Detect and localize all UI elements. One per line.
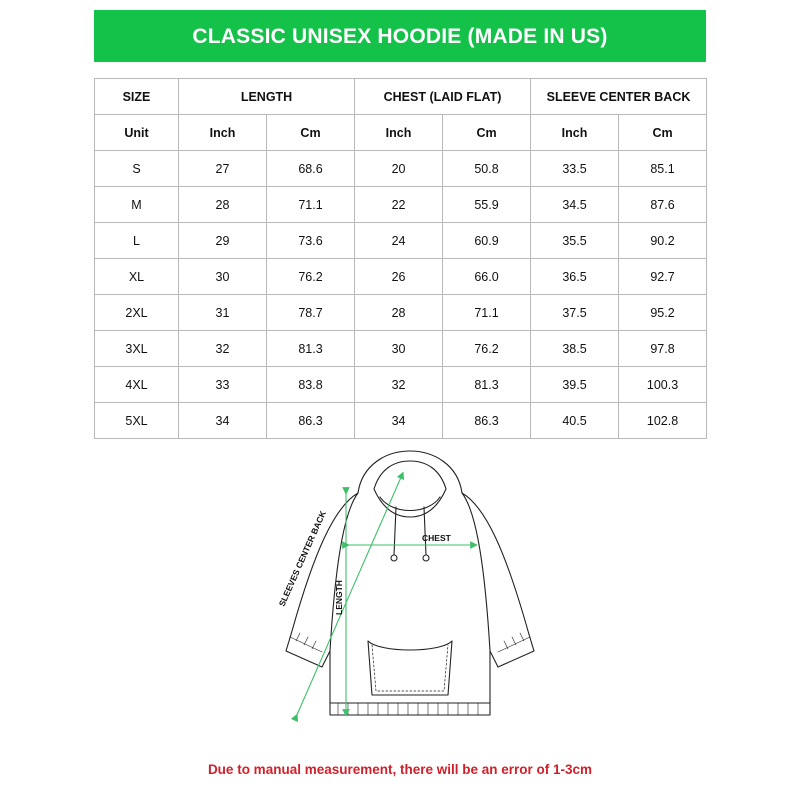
sleeves-label: SLEEVES CENTER BACK <box>276 509 328 608</box>
unit-chest-cm: Cm <box>443 115 531 151</box>
cell-sleeve-inch: 39.5 <box>531 367 619 403</box>
header-chest: CHEST (LAID FLAT) <box>355 79 531 115</box>
cell-chest-inch: 24 <box>355 223 443 259</box>
cell-size: M <box>95 187 179 223</box>
cell-chest-cm: 66.0 <box>443 259 531 295</box>
cell-chest-inch: 32 <box>355 367 443 403</box>
cell-length-inch: 31 <box>179 295 267 331</box>
table-row <box>95 331 707 367</box>
cell-size: L <box>95 223 179 259</box>
cell-sleeve-cm: 92.7 <box>619 259 707 295</box>
cell-chest-inch: 20 <box>355 151 443 187</box>
cell-sleeve-cm: 100.3 <box>619 367 707 403</box>
header-length: LENGTH <box>179 79 355 115</box>
cell-size: S <box>95 151 179 187</box>
cell-chest-cm: 71.1 <box>443 295 531 331</box>
cell-sleeve-cm: 85.1 <box>619 151 707 187</box>
size-table <box>94 78 707 439</box>
unit-sleeve-cm: Cm <box>619 115 707 151</box>
unit-chest-inch: Inch <box>355 115 443 151</box>
cell-length-inch: 28 <box>179 187 267 223</box>
page-title: CLASSIC UNISEX HOODIE (MADE IN US) <box>192 24 608 48</box>
cell-sleeve-cm: 102.8 <box>619 403 707 439</box>
table-row <box>95 403 707 439</box>
cell-sleeve-inch: 33.5 <box>531 151 619 187</box>
cell-length-cm: 83.8 <box>267 367 355 403</box>
cell-chest-inch: 34 <box>355 403 443 439</box>
header-size: SIZE <box>95 79 179 115</box>
cell-chest-cm: 76.2 <box>443 331 531 367</box>
cell-chest-inch: 22 <box>355 187 443 223</box>
hoodie-diagram <box>250 445 570 745</box>
cell-length-cm: 81.3 <box>267 331 355 367</box>
cell-sleeve-inch: 40.5 <box>531 403 619 439</box>
length-label: LENGTH <box>334 580 344 615</box>
cell-sleeve-cm: 87.6 <box>619 187 707 223</box>
header-sleeve: SLEEVE CENTER BACK <box>531 79 707 115</box>
cell-chest-inch: 28 <box>355 295 443 331</box>
table-row <box>95 187 707 223</box>
cell-sleeve-inch: 38.5 <box>531 331 619 367</box>
table-row <box>95 367 707 403</box>
cell-chest-cm: 81.3 <box>443 367 531 403</box>
cell-length-inch: 32 <box>179 331 267 367</box>
chest-label: CHEST <box>422 533 451 543</box>
cell-length-inch: 27 <box>179 151 267 187</box>
cell-length-inch: 30 <box>179 259 267 295</box>
table-row <box>95 223 707 259</box>
table-unit-row <box>95 115 707 151</box>
cell-sleeve-cm: 90.2 <box>619 223 707 259</box>
header-banner <box>94 10 706 62</box>
cell-length-inch: 29 <box>179 223 267 259</box>
measurement-disclaimer: Due to manual measurement, there will be an error of 1-3cm <box>207 762 593 777</box>
cell-chest-cm: 50.8 <box>443 151 531 187</box>
cell-sleeve-inch: 35.5 <box>531 223 619 259</box>
cell-size: 5XL <box>95 403 179 439</box>
unit-length-cm: Cm <box>267 115 355 151</box>
cell-sleeve-cm: 97.8 <box>619 331 707 367</box>
unit-length-inch: Inch <box>179 115 267 151</box>
cell-length-cm: 76.2 <box>267 259 355 295</box>
cell-length-cm: 86.3 <box>267 403 355 439</box>
cell-sleeve-cm: 95.2 <box>619 295 707 331</box>
cell-chest-cm: 60.9 <box>443 223 531 259</box>
cell-size: 3XL <box>95 331 179 367</box>
cell-chest-inch: 26 <box>355 259 443 295</box>
table-row <box>95 259 707 295</box>
table-row <box>95 295 707 331</box>
cell-sleeve-inch: 36.5 <box>531 259 619 295</box>
table-row <box>95 151 707 187</box>
cell-size: 2XL <box>95 295 179 331</box>
cell-sleeve-inch: 37.5 <box>531 295 619 331</box>
cell-length-cm: 71.1 <box>267 187 355 223</box>
unit-label: Unit <box>95 115 179 151</box>
cell-chest-inch: 30 <box>355 331 443 367</box>
cell-length-inch: 34 <box>179 403 267 439</box>
table-group-header-row <box>95 79 707 115</box>
cell-size: XL <box>95 259 179 295</box>
cell-chest-cm: 86.3 <box>443 403 531 439</box>
size-table-container <box>94 78 706 439</box>
cell-length-inch: 33 <box>179 367 267 403</box>
cell-length-cm: 78.7 <box>267 295 355 331</box>
cell-size: 4XL <box>95 367 179 403</box>
cell-sleeve-inch: 34.5 <box>531 187 619 223</box>
cell-length-cm: 73.6 <box>267 223 355 259</box>
cell-length-cm: 68.6 <box>267 151 355 187</box>
size-table-body <box>95 151 707 439</box>
cell-chest-cm: 55.9 <box>443 187 531 223</box>
unit-sleeve-inch: Inch <box>531 115 619 151</box>
